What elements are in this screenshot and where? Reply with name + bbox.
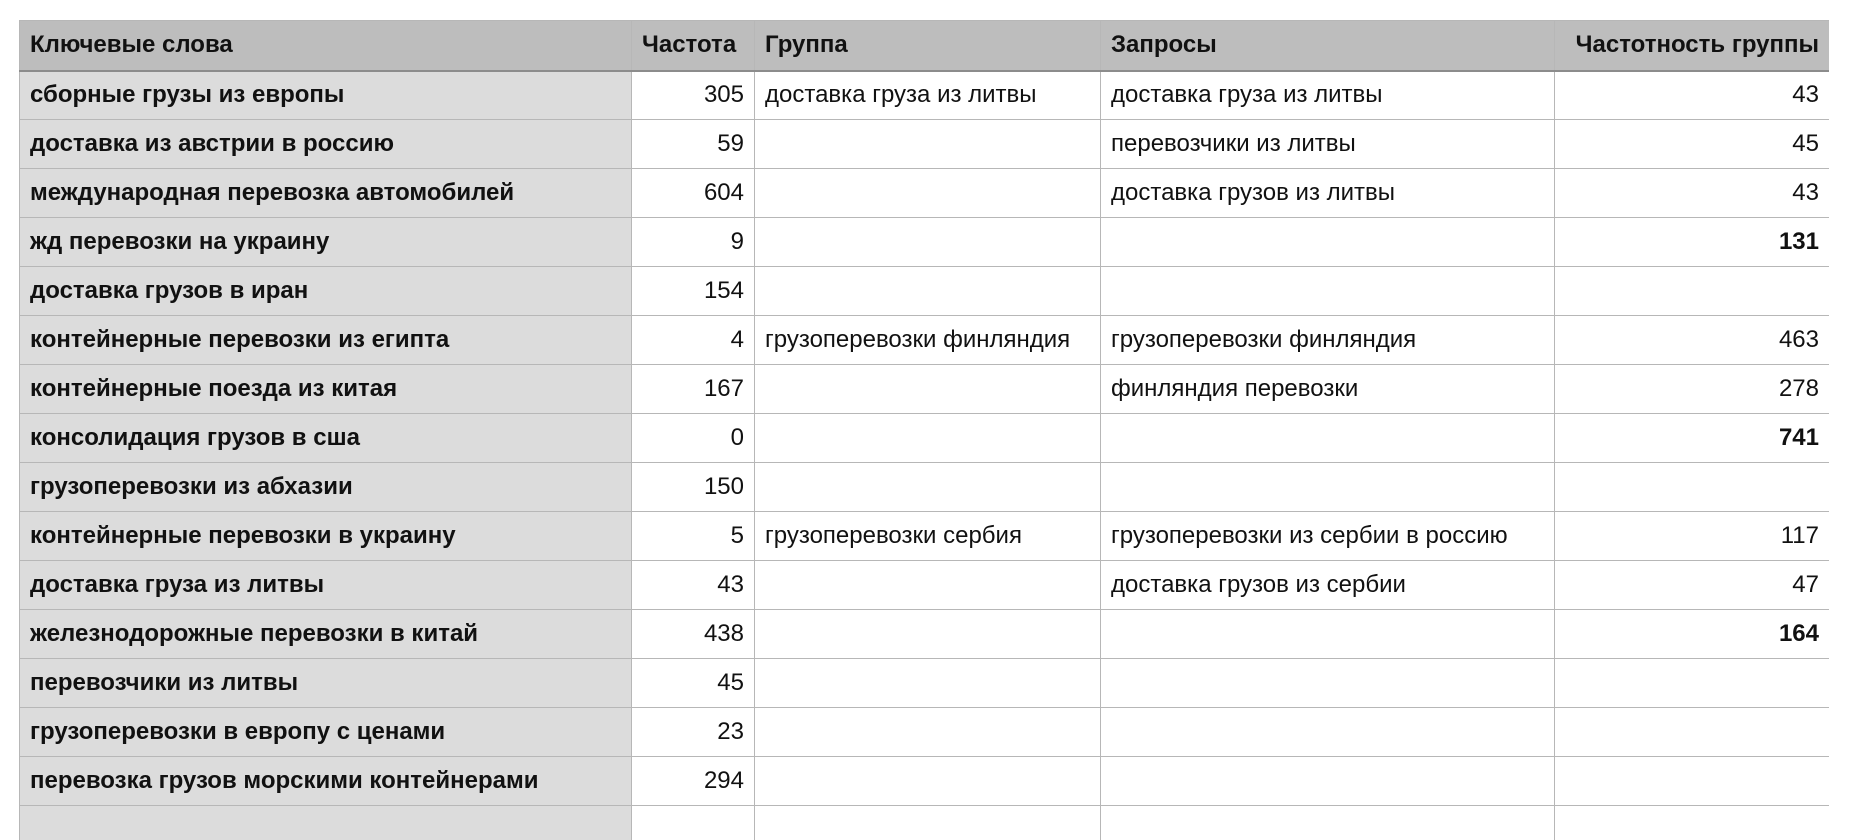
cell-frequency[interactable]: 9 — [632, 218, 755, 267]
cell-request[interactable] — [1101, 218, 1555, 267]
header-row — [20, 21, 1830, 71]
cell-group-frequency[interactable]: 43 — [1555, 169, 1830, 218]
cell-keyword[interactable]: доставка груза из литвы — [20, 561, 632, 610]
cell-keyword[interactable]: жд перевозки на украину — [20, 218, 632, 267]
cell-frequency[interactable]: 154 — [632, 267, 755, 316]
cell-request[interactable]: доставка грузов из сербии — [1101, 561, 1555, 610]
table-row — [20, 512, 1830, 561]
table-body — [20, 71, 1830, 840]
keywords-table — [19, 20, 1829, 840]
cell-request[interactable] — [1101, 414, 1555, 463]
cell-keyword[interactable]: международная перевозка автомобилей — [20, 169, 632, 218]
cell-group[interactable] — [755, 169, 1101, 218]
cell-group[interactable] — [755, 561, 1101, 610]
cell-group-frequency[interactable]: 164 — [1555, 610, 1830, 659]
cell-frequency[interactable]: 0 — [632, 414, 755, 463]
cell-group[interactable]: доставка груза из литвы — [755, 71, 1101, 120]
cell-group[interactable] — [755, 365, 1101, 414]
cell-request[interactable] — [1101, 463, 1555, 512]
cell-group-frequency[interactable] — [1555, 267, 1830, 316]
cell-keyword[interactable]: грузоперевозки из абхазии — [20, 463, 632, 512]
cell-group[interactable] — [755, 120, 1101, 169]
table-row — [20, 120, 1830, 169]
empty-cell[interactable] — [1101, 806, 1555, 840]
empty-cell[interactable] — [1555, 806, 1830, 840]
table-row — [20, 218, 1830, 267]
cell-group-frequency[interactable]: 47 — [1555, 561, 1830, 610]
cell-group-frequency[interactable] — [1555, 708, 1830, 757]
cell-frequency[interactable]: 59 — [632, 120, 755, 169]
cell-request[interactable]: грузоперевозки финляндия — [1101, 316, 1555, 365]
cell-keyword[interactable]: контейнерные поезда из китая — [20, 365, 632, 414]
cell-request[interactable] — [1101, 659, 1555, 708]
cell-group-frequency[interactable] — [1555, 659, 1830, 708]
cell-group-frequency[interactable]: 43 — [1555, 71, 1830, 120]
header-keywords[interactable]: Ключевые слова — [20, 21, 632, 71]
table-row — [20, 463, 1830, 512]
cell-frequency[interactable]: 43 — [632, 561, 755, 610]
cell-frequency[interactable]: 4 — [632, 316, 755, 365]
table-row — [20, 169, 1830, 218]
table-row — [20, 365, 1830, 414]
cell-group[interactable] — [755, 218, 1101, 267]
header-requests[interactable]: Запросы — [1101, 21, 1555, 71]
cell-group[interactable] — [755, 659, 1101, 708]
empty-cell[interactable] — [20, 806, 632, 840]
table-row — [20, 267, 1830, 316]
table-row — [20, 316, 1830, 365]
cell-request[interactable]: грузоперевозки из сербии в россию — [1101, 512, 1555, 561]
cell-group-frequency[interactable]: 117 — [1555, 512, 1830, 561]
cell-keyword[interactable]: контейнерные перевозки в украину — [20, 512, 632, 561]
cell-keyword[interactable]: доставка грузов в иран — [20, 267, 632, 316]
cell-group[interactable]: грузоперевозки финляндия — [755, 316, 1101, 365]
table-row — [20, 414, 1830, 463]
spreadsheet — [19, 20, 1829, 840]
cell-request[interactable]: финляндия перевозки — [1101, 365, 1555, 414]
cell-frequency[interactable]: 305 — [632, 71, 755, 120]
cell-group-frequency[interactable]: 463 — [1555, 316, 1830, 365]
cell-group-frequency[interactable]: 278 — [1555, 365, 1830, 414]
cell-frequency[interactable]: 5 — [632, 512, 755, 561]
cell-frequency[interactable]: 150 — [632, 463, 755, 512]
cell-group[interactable] — [755, 610, 1101, 659]
cell-keyword[interactable]: грузоперевозки в европу с ценами — [20, 708, 632, 757]
table-row — [20, 561, 1830, 610]
cell-frequency[interactable]: 23 — [632, 708, 755, 757]
cell-frequency[interactable]: 604 — [632, 169, 755, 218]
empty-cell[interactable] — [755, 806, 1101, 840]
cell-request[interactable] — [1101, 708, 1555, 757]
table-row-partial — [20, 806, 1830, 840]
cell-keyword[interactable]: сборные грузы из европы — [20, 71, 632, 120]
cell-frequency[interactable]: 167 — [632, 365, 755, 414]
cell-keyword[interactable]: доставка из австрии в россию — [20, 120, 632, 169]
cell-group-frequency[interactable]: 45 — [1555, 120, 1830, 169]
cell-group[interactable] — [755, 708, 1101, 757]
cell-frequency[interactable]: 438 — [632, 610, 755, 659]
cell-group[interactable]: грузоперевозки сербия — [755, 512, 1101, 561]
cell-frequency[interactable]: 294 — [632, 757, 755, 806]
cell-group[interactable] — [755, 757, 1101, 806]
table-row — [20, 71, 1830, 120]
cell-keyword[interactable]: перевозчики из литвы — [20, 659, 632, 708]
cell-group-frequency[interactable]: 131 — [1555, 218, 1830, 267]
cell-keyword[interactable]: консолидация грузов в сша — [20, 414, 632, 463]
cell-group-frequency[interactable] — [1555, 757, 1830, 806]
cell-group-frequency[interactable]: 741 — [1555, 414, 1830, 463]
cell-keyword[interactable]: контейнерные перевозки из египта — [20, 316, 632, 365]
cell-group[interactable] — [755, 463, 1101, 512]
table-row — [20, 659, 1830, 708]
cell-request[interactable]: перевозчики из литвы — [1101, 120, 1555, 169]
empty-cell[interactable] — [632, 806, 755, 840]
cell-request[interactable] — [1101, 610, 1555, 659]
cell-request[interactable]: доставка груза из литвы — [1101, 71, 1555, 120]
cell-request[interactable] — [1101, 267, 1555, 316]
cell-frequency[interactable]: 45 — [632, 659, 755, 708]
cell-group[interactable] — [755, 414, 1101, 463]
table-row — [20, 610, 1830, 659]
cell-keyword[interactable]: железнодорожные перевозки в китай — [20, 610, 632, 659]
cell-group-frequency[interactable] — [1555, 463, 1830, 512]
table-row — [20, 708, 1830, 757]
cell-keyword[interactable]: перевозка грузов морскими контейнерами — [20, 757, 632, 806]
header-frequency[interactable]: Частота — [632, 21, 755, 71]
cell-request[interactable]: доставка грузов из литвы — [1101, 169, 1555, 218]
cell-group[interactable] — [755, 267, 1101, 316]
header-group-frequency[interactable]: Частотность группы — [1555, 21, 1830, 71]
cell-request[interactable] — [1101, 757, 1555, 806]
table-row — [20, 757, 1830, 806]
header-group[interactable]: Группа — [755, 21, 1101, 71]
